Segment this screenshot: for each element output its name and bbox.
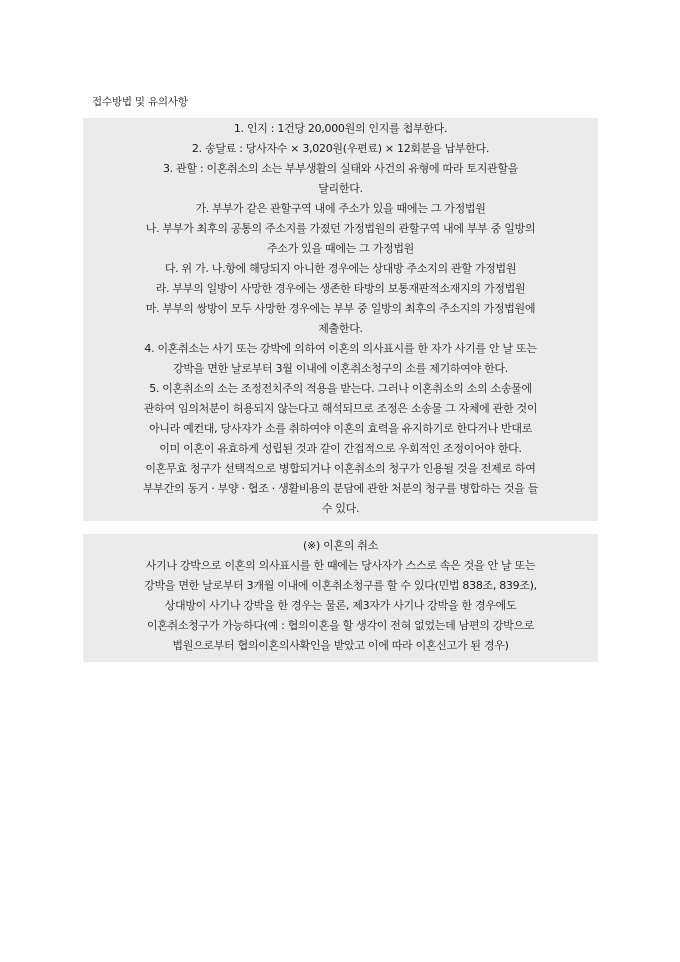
instruction-line: 3. 관할 : 이혼취소의 소는 부부생활의 실태와 사건의 유형에 따라 토지관할을 [162, 162, 519, 175]
instruction-line: 2. 송달료 : 당사자수 × 3,020원(우편료) × 12회분을 납부한다. [191, 142, 490, 155]
instruction-line: 아니라 예컨대, 당사자가 소를 취하여야 이혼의 효력을 유지하기로 한다거나 반대로 [148, 422, 533, 435]
instruction-line: 주소가 있을 때에는 그 가정법원 [266, 242, 415, 255]
instructions-box [83, 118, 598, 521]
instruction-line: 5. 이혼취소의 소는 조정전치주의 적용을 받는다. 그러나 이혼취소의 소의 소송물에 [149, 382, 532, 395]
note-line: 사기나 강박으로 이혼의 의사표시를 한 때에는 당사자가 스스로 속은 것을 안 날 또는 [145, 559, 536, 572]
instruction-line: 이혼무효 청구가 선택적으로 병합되거나 이혼취소의 청구가 인용될 것을 전제로 하여 [145, 462, 536, 475]
instruction-line: 나. 부부가 최후의 공통의 주소지를 가졌던 가정법원의 관할구역 내에 부부 중 일방의 [145, 222, 536, 235]
note-line: 상대방이 사기나 강박을 한 경우는 물론, 제3자가 사기나 강박을 한 경우에도 [164, 599, 517, 612]
note-box [83, 534, 598, 662]
instruction-line: 수 있다. [321, 502, 360, 515]
instruction-line: 제출한다. [318, 322, 363, 335]
instruction-line: 이미 이혼이 유효하게 성립된 것과 같이 간접적으로 우회적인 조정이어야 한다. [159, 442, 522, 455]
instruction-line: 관하여 임의처분이 허용되지 않는다고 해석되므로 조정은 소송물 그 자체에 관한 것이 [143, 402, 538, 415]
note-line: 강박을 면한 날로부터 3개월 이내에 이혼취소청구를 할 수 있다(민법 838조, 839조), [144, 579, 537, 592]
page-heading: 접수방법 및 유의사항 [92, 96, 188, 108]
instruction-line: 마. 부부의 쌍방이 모두 사망한 경우에는 부부 중 일방의 최후의 주소지의 가정법원에 [145, 302, 536, 315]
instruction-line: 4. 이혼취소는 사기 또는 강박에 의하여 이혼의 의사표시를 한 자가 사기를 안 날 또는 [144, 342, 537, 355]
instruction-line: 달리한다. [318, 182, 363, 195]
instruction-line: 강박을 면한 날로부터 3월 이내에 이혼취소청구의 소를 제기하여야 한다. [173, 362, 508, 375]
note-title: (※) 이혼의 취소 [303, 539, 378, 552]
instruction-line: 다. 위 가. 나.항에 해당되지 아니한 경우에는 상대방 주소지의 관할 가정법원 [164, 262, 517, 275]
instruction-line: 부부간의 동거 · 부양 · 협조 · 생활비용의 분담에 관한 처분의 청구를 병합하는 것을 들 [142, 482, 539, 495]
instruction-line: 라. 부부의 일방이 사망한 경우에는 생존한 타방의 보통재판적소재지의 가정법원 [155, 282, 526, 295]
note-line: 이혼취소청구가 가능하다(예 : 협의이혼을 할 생각이 전혀 없었는데 남편의 강박으로 [146, 619, 535, 632]
instruction-line: 가. 부부가 같은 관할구역 내에 주소가 있을 때에는 그 가정법원 [195, 202, 486, 215]
instruction-line: 1. 인지 : 1건당 20,000원의 인지를 첩부한다. [233, 122, 448, 135]
note-line: 법원으로부터 협의이혼의사확인을 받았고 이에 따라 이혼신고가 된 경우) [172, 639, 509, 652]
